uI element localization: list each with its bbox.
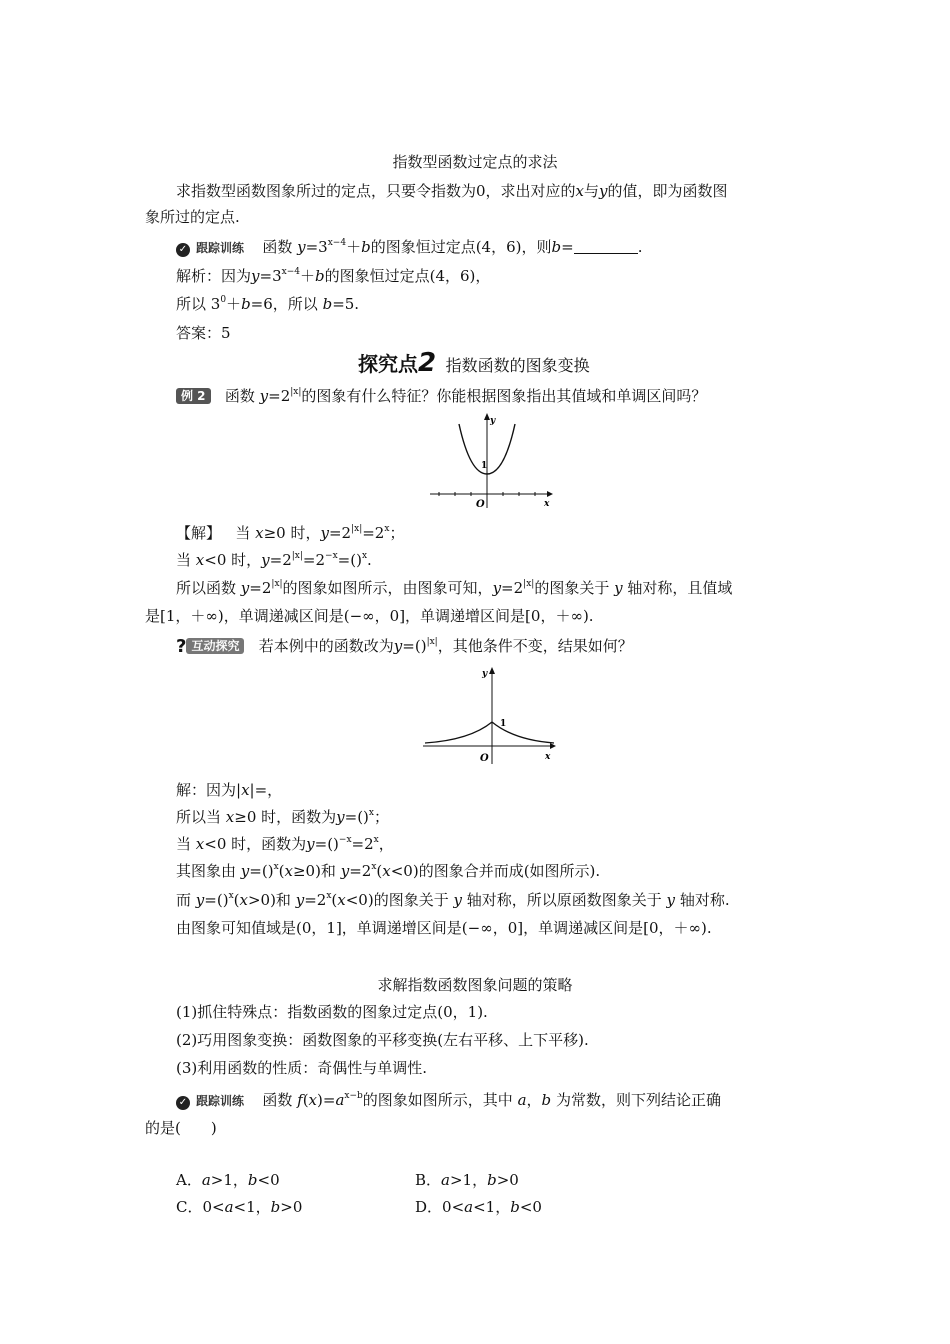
sol3-line4: 其图象由 y=()$^x$(x≥0)和 $y=2^x(x<0)$的图象合并而成(如图所示). — [176, 862, 601, 880]
track-question-2-line2: 的是( ) — [145, 1119, 217, 1137]
y-label: y — [482, 669, 488, 679]
method-title: 指数型函数过定点的求法 — [392, 153, 558, 171]
track-badge-2: 跟踪训练 — [196, 1094, 245, 1108]
track-question-1: ✓ 跟踪训练 函数 $y=3^{x-4}+b$的图象恒过定点(4，6)，则b= . — [176, 237, 642, 257]
option-b[interactable]: B．a>1，b>0 — [415, 1171, 519, 1189]
example-question: 例 2 函数 $y=2^{|x|}$的图象有什么特征？你能根据图象指出其值域和单调区间吗？ — [176, 386, 706, 406]
x-label: x — [544, 499, 550, 509]
interact-question: ? 互动探究 若本例中的函数改为y=()$^{|x|}$，其他条件不变，结果如何？ — [176, 636, 633, 657]
curve — [425, 722, 554, 743]
question-mark-icon: ? — [176, 636, 187, 657]
sol3-line6: 由图象可知值域是(0，1]，单调递增区间是(−∞，0]，单调递减区间是[0，＋∞). — [176, 919, 712, 937]
tick-1-label: 1 — [481, 461, 488, 471]
example-badge: 例 2 — [176, 388, 211, 404]
x-label: x — [545, 752, 551, 762]
section-label: 探究点 — [358, 352, 418, 376]
origin-label: O — [476, 499, 485, 510]
option-a[interactable]: A．a>1，b<0 — [176, 1171, 280, 1189]
track-badge: 跟踪训练 — [196, 241, 245, 255]
sol2-line2: 当 x<0 时，$y=2^{|x|}=2^{-x}=()^x$. — [176, 551, 372, 569]
option-d[interactable]: D．0<a<1，b<0 — [415, 1198, 542, 1216]
section-number: 2 — [418, 348, 437, 378]
sol3-line3: 当 x<0 时，函数为$y=()^{-x}=2^x$， — [176, 835, 394, 853]
answer-blank — [574, 239, 638, 254]
strategy-1: (1)抓住特殊点：指数函数的图象过定点(0，1). — [176, 1003, 488, 1021]
sol1-line2: 所以 $3^0+b=6$，所以 b=5. — [176, 295, 360, 313]
interact-badge: 互动探究 — [186, 638, 244, 654]
sol3-line1: 解：因为|x|=， — [176, 781, 283, 799]
sol3-line2: 所以当 x≥0 时，函数为y=()$^x$； — [176, 808, 390, 826]
check-icon: ✓ — [176, 243, 190, 257]
x-axis-arrow — [550, 743, 556, 749]
answer-1: 答案：5 — [176, 324, 231, 342]
tick-1-label: 1 — [500, 719, 507, 729]
section-header — [358, 347, 590, 382]
graph-1 — [425, 412, 555, 512]
check-icon: ✓ — [176, 1096, 190, 1110]
sol3-line5: 而 y=()$^x$(x>0)和 $y=2^x(x<0)$的图象关于 y 轴对称，所以原函数图象关于 y 轴对称. — [176, 891, 730, 909]
sol2-line4: 是[1，＋∞)，单调递减区间是(−∞，0]，单调递增区间是[0，＋∞). — [145, 607, 594, 625]
y-label: y — [490, 416, 496, 426]
option-c[interactable]: C．0<a<1，b>0 — [176, 1198, 303, 1216]
origin-label: O — [480, 753, 489, 764]
sol-label: 【解】 — [176, 524, 222, 542]
graph-2 — [420, 664, 560, 769]
section-title: 指数函数的图象变换 — [445, 356, 590, 375]
strategy-3: (3)利用函数的性质：奇偶性与单调性. — [176, 1059, 428, 1077]
sol2-line1: 【解】 当 x≥0 时，$y=2^{|x|}=2^x$； — [176, 524, 405, 542]
strategy-title: 求解指数函数图象问题的策略 — [377, 976, 573, 994]
sol2-line3: 所以函数 $y=2^{|x|}$的图象如图所示，由图象可知，$y=2^{|x|}$的图象关于 y 轴对称，且值域 — [176, 579, 733, 597]
sol1-line1: 解析：因为$y=3^{x-4}+b$的图象恒过定点(4，6)， — [176, 267, 491, 285]
x-axis-arrow — [547, 491, 553, 497]
track-question-2: ✓ 跟踪训练 函数 $f(x)=a^{x-b}$的图象如图所示，其中 a，b 为常数，则下列结论正确 — [176, 1090, 721, 1110]
strategy-2: (2)巧用图象变换：函数图象的平移变换(左右平移、上下平移). — [176, 1031, 589, 1049]
method-body-line1: 求指数型函数图象所过的定点，只要令指数为0，求出对应的x与y的值，即为函数图 — [176, 182, 728, 200]
y-axis-arrow — [489, 667, 495, 674]
method-body-line2: 象所过的定点. — [145, 208, 240, 226]
